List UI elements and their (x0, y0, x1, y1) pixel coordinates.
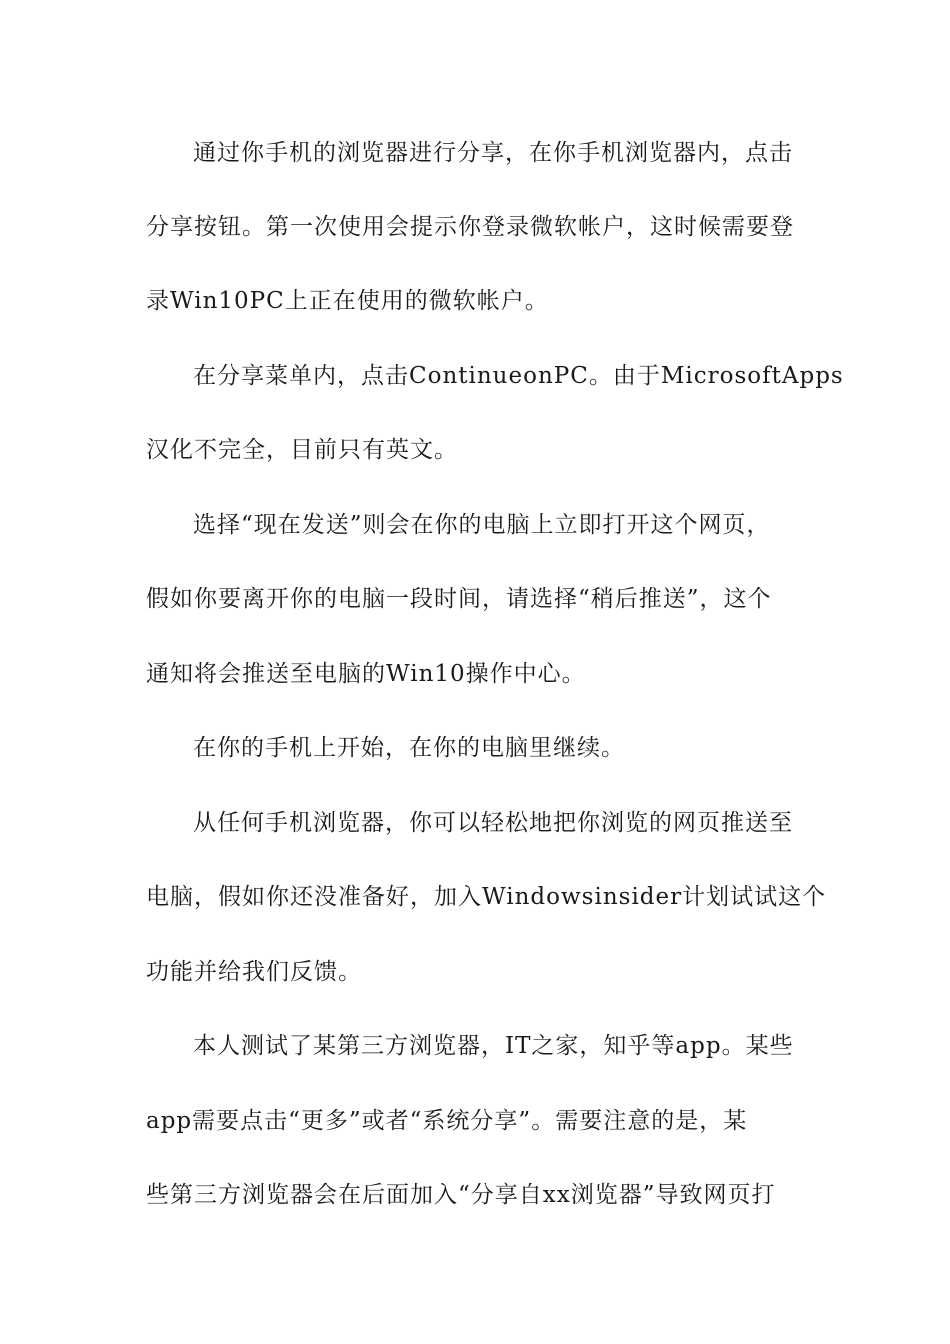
paragraph-3-line-2: 假如你要离开你的电脑一段时间，请选择“稍后推送”，这个 (146, 586, 772, 612)
paragraph-1-line-3: 录Win10PC上正在使用的微软帐户。 (146, 288, 549, 314)
paragraph-3-line-3: 通知将会推送至电脑的Win10操作中心。 (146, 661, 586, 687)
paragraph-1-line-1: 通过你手机的浏览器进行分享，在你手机浏览器内，点击 (193, 140, 793, 166)
paragraph-4-line-1: 在你的手机上开始，在你的电脑里继续。 (193, 735, 625, 761)
paragraph-3-line-1: 选择“现在发送”则会在你的电脑上立即打开这个网页， (193, 512, 771, 538)
paragraph-6-line-1: 本人测试了某第三方浏览器，IT之家，知乎等app。某些 (193, 1033, 794, 1059)
paragraph-1-line-2: 分享按钮。第一次使用会提示你登录微软帐户，这时候需要登 (146, 214, 794, 240)
paragraph-5-line-3: 功能并给我们反馈。 (146, 959, 362, 985)
paragraph-2-line-1: 在分享菜单内，点击ContinueonPC。由于MicrosoftApps (193, 363, 844, 389)
paragraph-6-line-3: 些第三方浏览器会在后面加入“分享自xx浏览器”导致网页打 (146, 1182, 776, 1208)
paragraph-2-line-2: 汉化不完全，目前只有英文。 (146, 437, 458, 463)
paragraph-5-line-1: 从任何手机浏览器，你可以轻松地把你浏览的网页推送至 (193, 810, 793, 836)
paragraph-5-line-2: 电脑，假如你还没准备好，加入Windowsinsider计划试试这个 (146, 884, 827, 910)
paragraph-6-line-2: app需要点击“更多”或者“系统分享”。需要注意的是，某 (146, 1108, 748, 1134)
